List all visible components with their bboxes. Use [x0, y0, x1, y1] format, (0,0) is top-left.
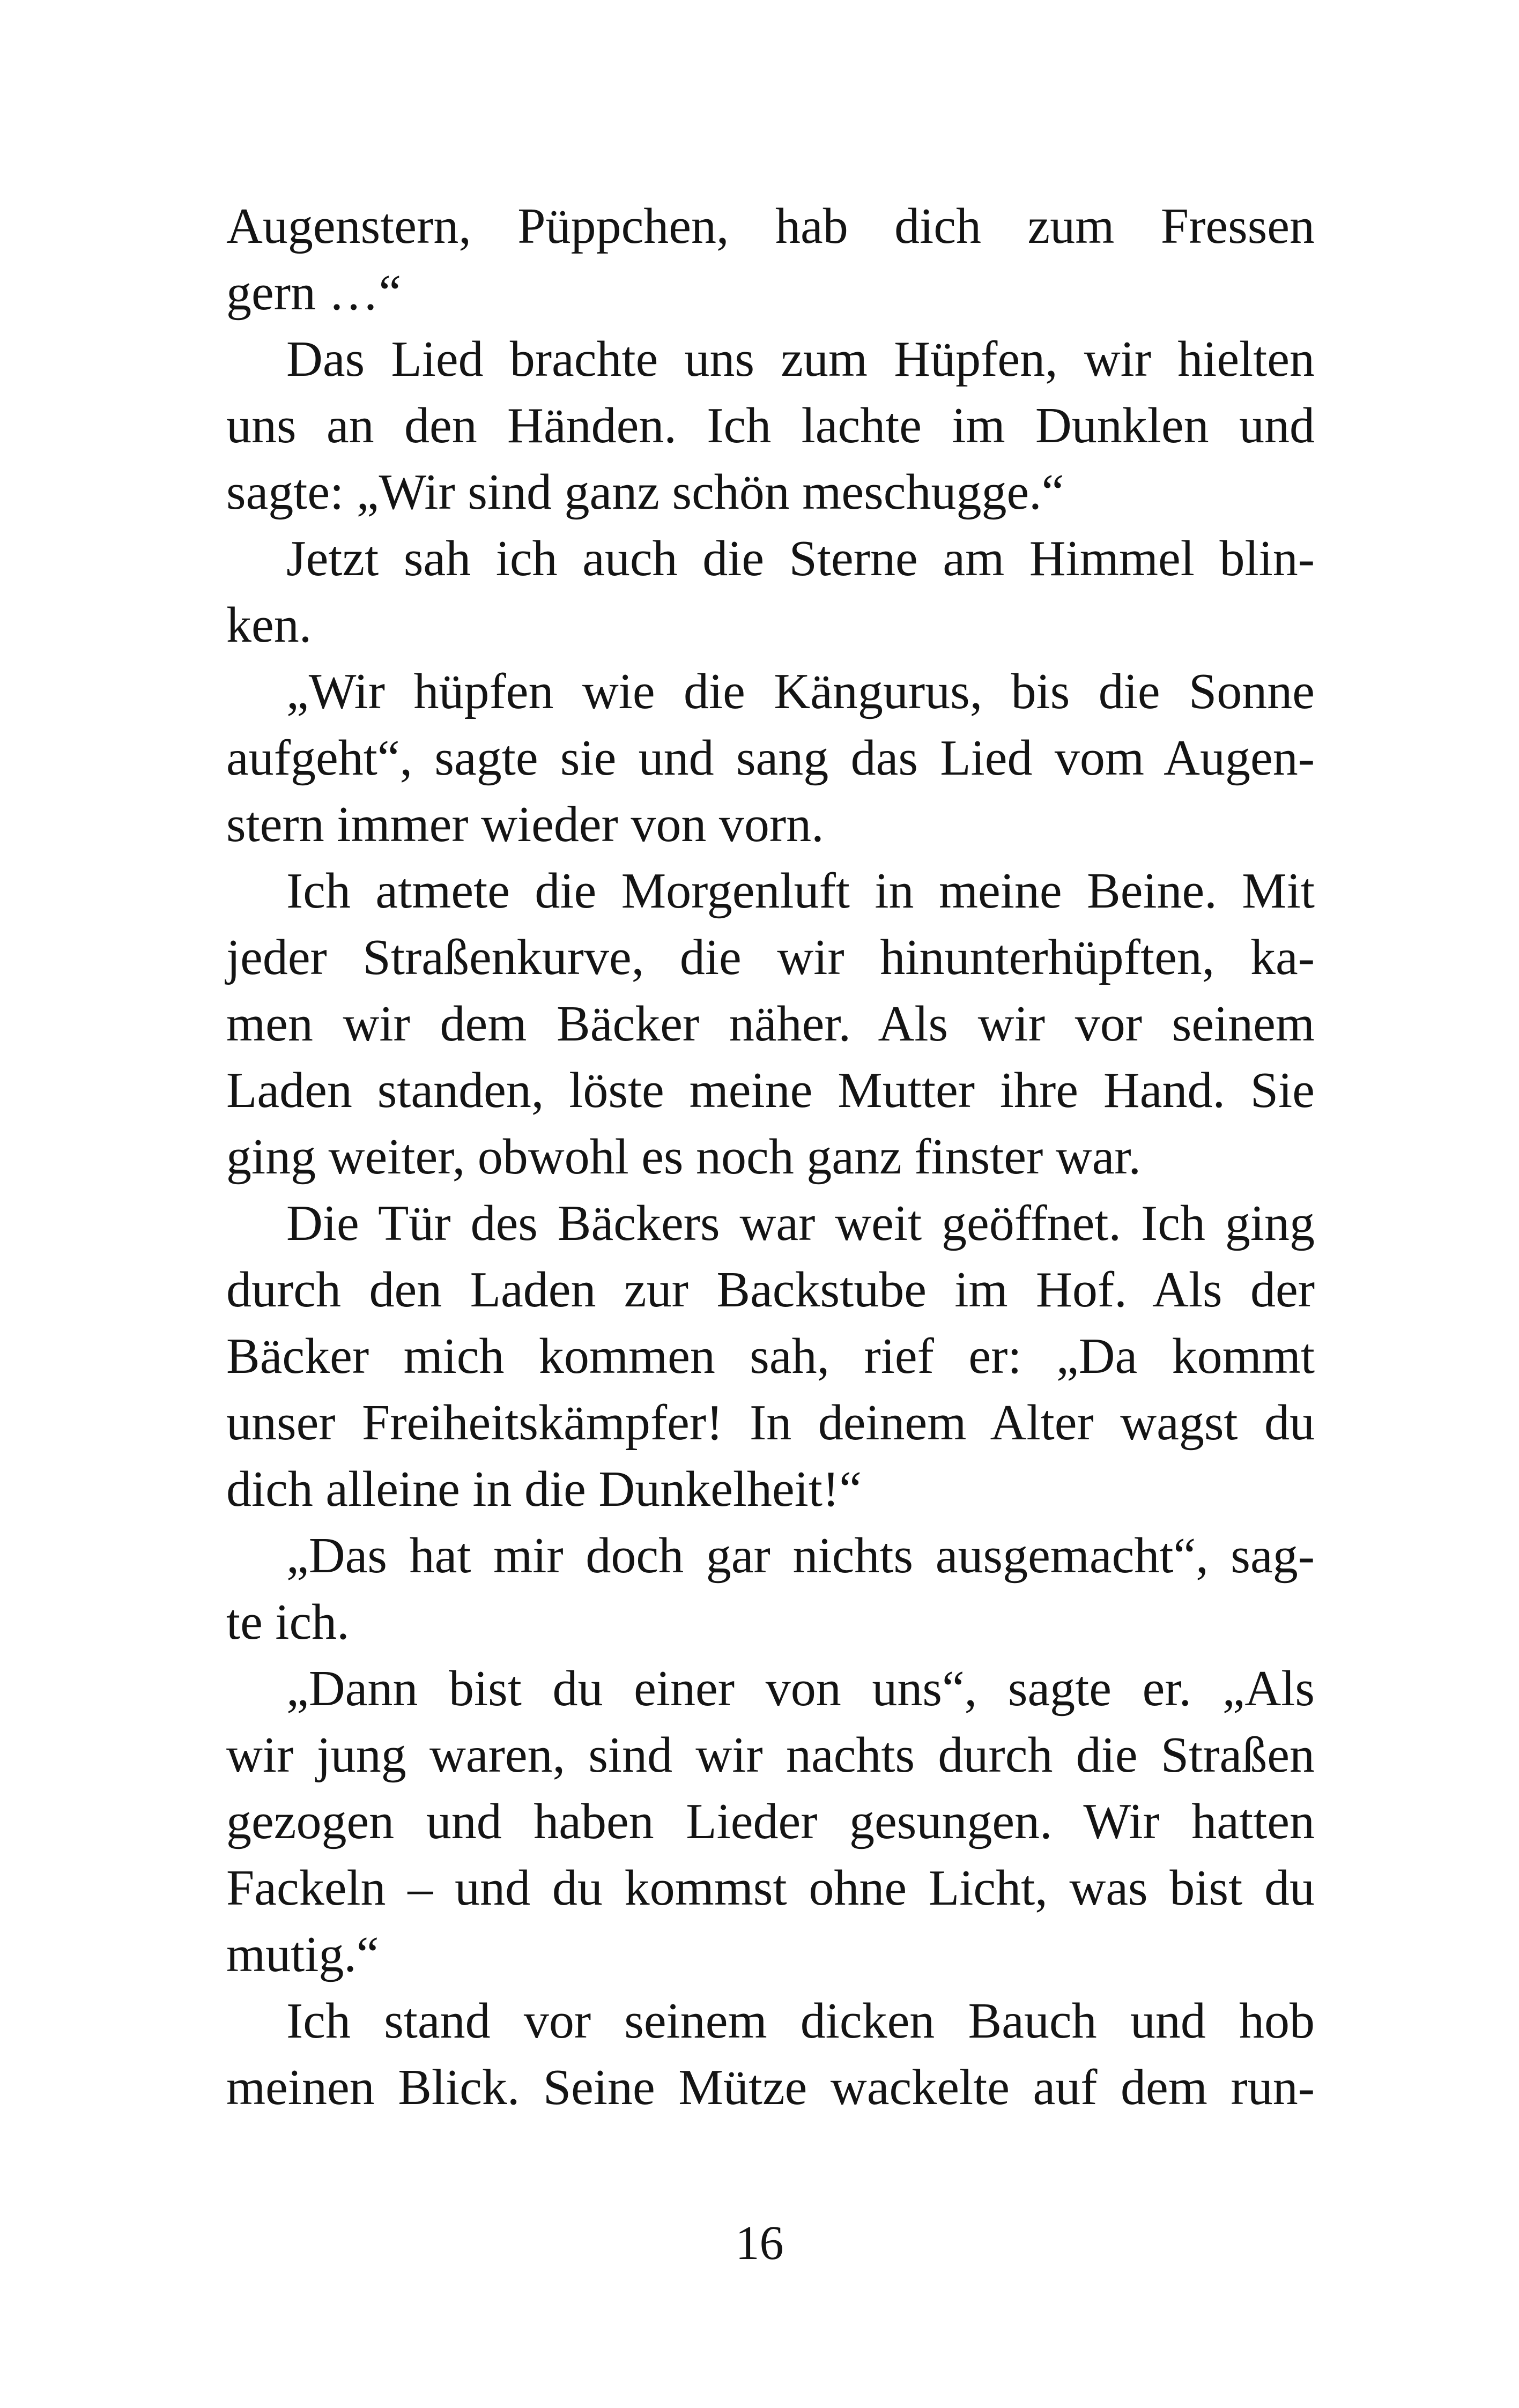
- text-line: Ich stand vor seinem dicken Bauch und hob: [286, 1993, 1315, 2049]
- text-line: men wir dem Bäcker näher. Als wir vor seinem: [226, 996, 1315, 1052]
- text-line: unser Freiheitskämpfer! In deinem Alter wagst du: [226, 1395, 1315, 1451]
- text-line: jeder Straßenkurve, die wir hinunterhüpften, ka-: [226, 930, 1315, 985]
- text-line: gern …“: [226, 265, 402, 321]
- text-line: sagte: „Wir sind ganz schön meschugge.“: [226, 464, 1064, 520]
- text-line: uns an den Händen. Ich lachte im Dunklen und: [226, 398, 1315, 454]
- text-line: „Dann bist du einer von uns“, sagte er. „Als: [286, 1661, 1315, 1716]
- text-line: wir jung waren, sind wir nachts durch die Straßen: [226, 1727, 1315, 1783]
- text-line: „Wir hüpfen wie die Kängurus, bis die Sonne: [286, 664, 1315, 719]
- page-number: 16: [735, 2217, 784, 2270]
- text-line: gezogen und haben Lieder gesungen. Wir hatten: [226, 1794, 1315, 1849]
- text-line: Fackeln – und du kommst ohne Licht, was bist du: [226, 1860, 1315, 1916]
- text-line: meinen Blick. Seine Mütze wackelte auf dem run-: [226, 2060, 1315, 2115]
- text-line: Augenstern, Püppchen, hab dich zum Fressen: [226, 198, 1315, 254]
- text-line: mutig.“: [226, 1927, 379, 1982]
- text-line: Das Lied brachte uns zum Hüpfen, wir hielten: [286, 331, 1315, 387]
- text-line: Bäcker mich kommen sah, rief er: „Da kommt: [226, 1328, 1315, 1384]
- text-line: Jetzt sah ich auch die Sterne am Himmel blin-: [286, 531, 1315, 586]
- text-line: dich alleine in die Dunkelheit!“: [226, 1461, 862, 1517]
- text-line: te ich.: [226, 1594, 350, 1650]
- text-line: Laden standen, löste meine Mutter ihre Hand. Sie: [226, 1062, 1315, 1118]
- text-line: Ich atmete die Morgenluft in meine Beine. Mit: [286, 863, 1315, 919]
- text-line: ken.: [226, 597, 312, 653]
- text-line: stern immer wieder von vorn.: [226, 797, 824, 852]
- text-line: aufgeht“, sagte sie und sang das Lied vom Augen-: [226, 730, 1315, 786]
- text-line: ging weiter, obwohl es noch ganz finster war.: [226, 1129, 1142, 1185]
- body-text: [226, 193, 1315, 2121]
- text-line: durch den Laden zur Backstube im Hof. Als der: [226, 1262, 1315, 1318]
- text-line: „Das hat mir doch gar nichts ausgemacht“, sag-: [286, 1528, 1315, 1584]
- text-line: Die Tür des Bäckers war weit geöffnet. Ich ging: [286, 1195, 1315, 1251]
